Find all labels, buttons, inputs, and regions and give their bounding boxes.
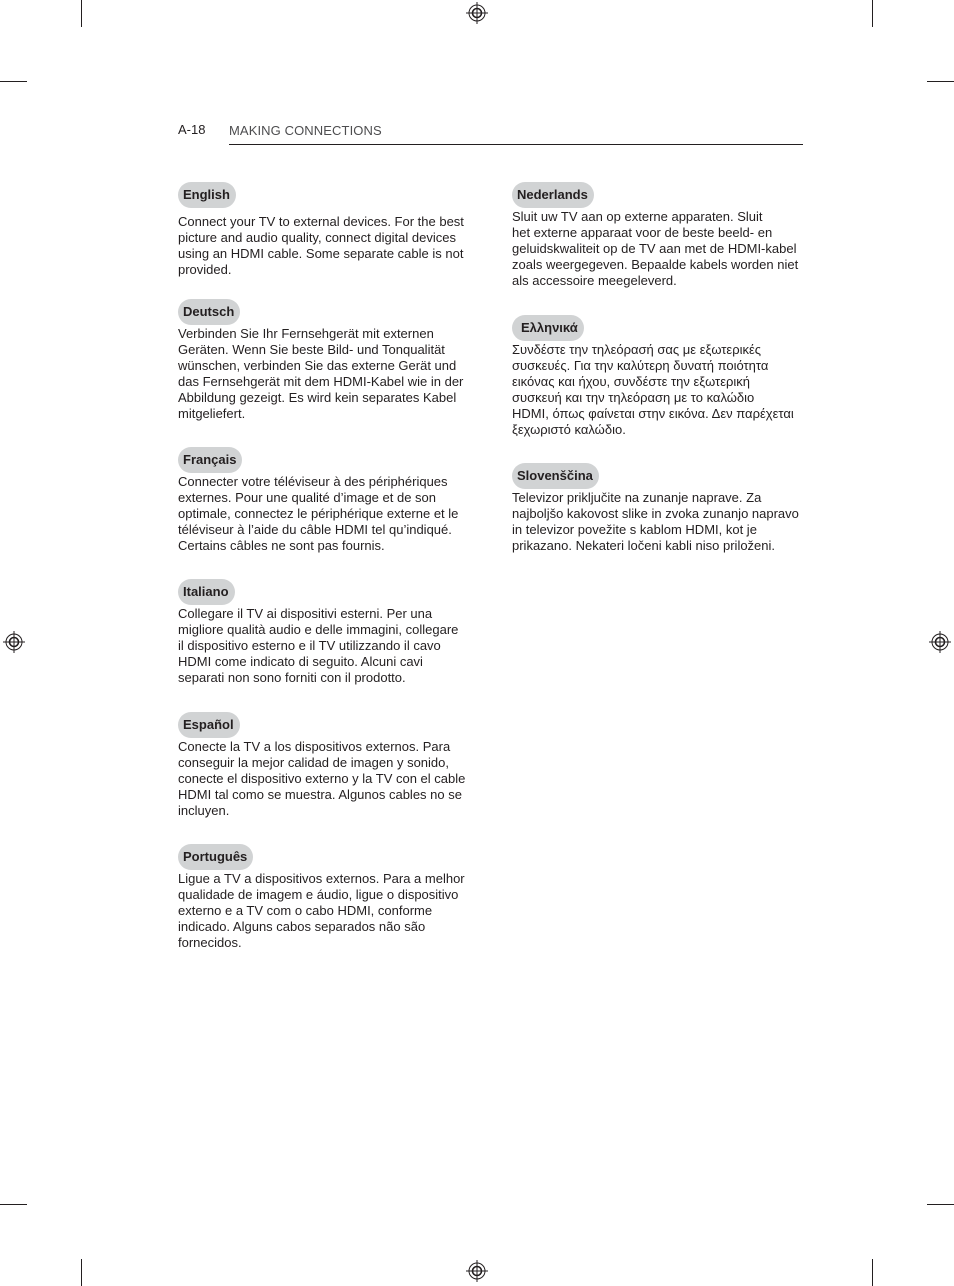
language-text: Συνδέστε την τηλεόρασή σας με εξωτερικές συσκευές. Για την καλύτερη δυνατή ποιότητα εικόνας και ήχου, συνδέστε την εξωτερική συσκευή και την τηλεόραση με το καλώδιο HDMI, όπως φαίνεται στην εικόνα. Δεν παρέχεται ξεχωριστό καλώδιο. [512,342,794,437]
language-label: Nederlands [512,182,594,208]
registration-mark-icon [929,631,951,653]
crop-mark [0,81,27,82]
language-section-deutsch [178,299,478,422]
registration-mark-icon [466,2,488,24]
header-rule [229,144,803,145]
language-label: Français [178,447,242,473]
language-section-espanol [178,712,478,819]
language-label: Ελληνικά [512,315,584,341]
language-text: Ligue a TV a dispositivos externos. Para a melhor qualidade de imagem e áudio, ligue o dispositivo externo e a TV com o cabo HDMI, conforme indicado. Alguns cabos separados não são fornecidos. [178,871,465,950]
crop-mark [872,0,873,27]
language-label: Deutsch [178,299,240,325]
language-label: Slovenščina [512,463,599,489]
language-label: Português [178,844,253,870]
section-title: MAKING CONNECTIONS [229,123,382,138]
language-text: Connecter votre téléviseur à des périphériques externes. Pour une qualité d’image et de son optimale, connectez le périphérique externe et le téléviseur à l’aide du câble HDMI tel qu’indiqué. Certains câbles ne sont pas fournis. [178,474,459,553]
language-section-english [178,182,478,278]
registration-mark-icon [3,631,25,653]
crop-mark [872,1259,873,1286]
crop-mark [81,1259,82,1286]
language-section-francais [178,447,478,554]
language-section-italiano [178,579,478,686]
language-text: Televizor priključite na zunanje naprave. Za najboljšo kakovost slike in zvoka zunanjo napravo in televizor povežite s kablom HDMI, kot je prikazano. Nekateri ločeni kabli niso priloženi. [512,490,799,553]
language-section-portugues [178,844,478,951]
page-number: A-18 [178,122,206,137]
language-section-ellinika [512,315,812,438]
language-text: Sluit uw TV aan op externe apparaten. Sluit het externe apparaat voor de beste beeld- en geluidskwaliteit op de TV aan met de HDMI-kabel zoals weergegeven. Bepaalde kabels worden niet als accessoire meegeleverd. [512,209,799,288]
language-section-nederlands [512,182,812,289]
language-text: Conecte la TV a los dispositivos externos. Para conseguir la mejor calidad de imagen y sonido, conecte el dispositivo externo y la TV con el cable HDMI tal como se muestra. Algunos cables no se incluyen. [178,739,466,818]
language-text: Verbinden Sie Ihr Fernsehgerät mit externen Geräten. Wenn Sie beste Bild- und Tonqualität wünschen, verbinden Sie das externe Gerät und das Fernsehgerät mit dem HDMI-Kabel wie in der Abbildung gezeigt. Es wird kein separates Kabel mitgeliefert. [178,326,464,421]
language-label: Español [178,712,240,738]
language-label: Italiano [178,579,235,605]
language-section-slovenscina [512,463,812,554]
language-text: Collegare il TV ai dispositivi esterni. Per una migliore qualità audio e delle immagini, collegare il dispositivo esterno e il TV utilizzando il cavo HDMI come indicato di seguito. Alcuni cavi separati non sono forniti con il prodotto. [178,606,459,685]
crop-mark [0,1204,27,1205]
language-text: Connect your TV to external devices. For the best picture and audio quality, connect digital devices using an HDMI cable. Some separate cable is not provided. [178,214,464,277]
registration-mark-icon [466,1260,488,1282]
crop-mark [927,1204,954,1205]
crop-mark [81,0,82,27]
crop-mark [927,81,954,82]
language-label: English [178,182,236,208]
